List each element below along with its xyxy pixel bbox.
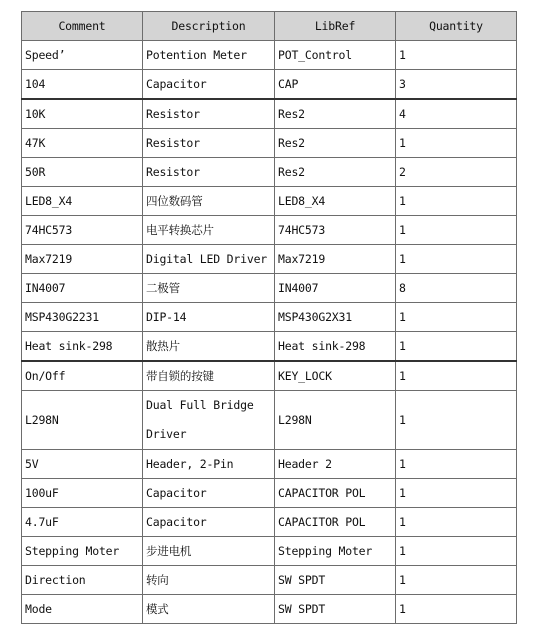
cell-comment: Mode <box>22 595 143 624</box>
cell-libref: KEY_LOCK <box>275 361 396 391</box>
header-row <box>22 12 517 41</box>
table-row <box>22 450 517 479</box>
table-row <box>22 566 517 595</box>
cell-description: Resistor <box>143 129 275 158</box>
cell-comment: Max7219 <box>22 245 143 274</box>
table-row <box>22 508 517 537</box>
cell-libref: SW SPDT <box>275 566 396 595</box>
bom-table <box>21 11 517 624</box>
cell-description: Capacitor <box>143 479 275 508</box>
table-row <box>22 332 517 362</box>
table-row <box>22 595 517 624</box>
cell-comment: 10K <box>22 99 143 129</box>
table-row <box>22 391 517 450</box>
cell-comment: MSP430G2231 <box>22 303 143 332</box>
cell-quantity: 1 <box>396 332 517 362</box>
cell-description: 模式 <box>143 595 275 624</box>
cell-quantity: 1 <box>396 303 517 332</box>
cell-libref: Stepping Moter <box>275 537 396 566</box>
cell-description: Potention Meter <box>143 41 275 70</box>
cell-quantity: 1 <box>396 216 517 245</box>
table-row <box>22 70 517 100</box>
cell-quantity: 1 <box>396 508 517 537</box>
cell-libref: CAP <box>275 70 396 100</box>
cell-quantity: 1 <box>396 41 517 70</box>
cell-quantity: 1 <box>396 450 517 479</box>
cell-quantity: 1 <box>396 566 517 595</box>
cell-description: 散热片 <box>143 332 275 362</box>
cell-comment: IN4007 <box>22 274 143 303</box>
cell-description: Resistor <box>143 99 275 129</box>
cell-libref: Res2 <box>275 129 396 158</box>
cell-libref: Heat sink-298 <box>275 332 396 362</box>
cell-description: Resistor <box>143 158 275 187</box>
cell-libref: Header 2 <box>275 450 396 479</box>
cell-comment: 4.7uF <box>22 508 143 537</box>
cell-description: 步进电机 <box>143 537 275 566</box>
cell-libref: IN4007 <box>275 274 396 303</box>
cell-quantity: 2 <box>396 158 517 187</box>
cell-libref: POT_Control <box>275 41 396 70</box>
cell-quantity: 1 <box>396 361 517 391</box>
cell-quantity: 1 <box>396 537 517 566</box>
cell-comment: 47K <box>22 129 143 158</box>
cell-comment: 74HC573 <box>22 216 143 245</box>
cell-comment: 50R <box>22 158 143 187</box>
cell-libref: CAPACITOR POL <box>275 479 396 508</box>
cell-libref: 74HC573 <box>275 216 396 245</box>
table-row <box>22 479 517 508</box>
cell-libref: CAPACITOR POL <box>275 508 396 537</box>
table-row <box>22 158 517 187</box>
cell-comment: 100uF <box>22 479 143 508</box>
table-row <box>22 99 517 129</box>
cell-comment: 104 <box>22 70 143 100</box>
cell-description: 带自锁的按键 <box>143 361 275 391</box>
cell-comment: Direction <box>22 566 143 595</box>
cell-quantity: 1 <box>396 245 517 274</box>
table-row <box>22 41 517 70</box>
cell-description: Digital LED Driver <box>143 245 275 274</box>
cell-comment: Stepping Moter <box>22 537 143 566</box>
cell-quantity: 4 <box>396 99 517 129</box>
cell-libref: Res2 <box>275 99 396 129</box>
header-libref: LibRef <box>275 12 396 41</box>
cell-libref: LED8_X4 <box>275 187 396 216</box>
table-row <box>22 216 517 245</box>
cell-libref: L298N <box>275 391 396 450</box>
header-quantity: Quantity <box>396 12 517 41</box>
cell-quantity: 3 <box>396 70 517 100</box>
table-row <box>22 245 517 274</box>
cell-comment: L298N <box>22 391 143 450</box>
cell-libref: MSP430G2X31 <box>275 303 396 332</box>
cell-quantity: 1 <box>396 595 517 624</box>
cell-quantity: 1 <box>396 187 517 216</box>
header-description: Description <box>143 12 275 41</box>
cell-libref: Res2 <box>275 158 396 187</box>
table-row <box>22 303 517 332</box>
cell-description: 二极管 <box>143 274 275 303</box>
cell-description: 四位数码管 <box>143 187 275 216</box>
table-row <box>22 129 517 158</box>
cell-quantity: 8 <box>396 274 517 303</box>
cell-description: 电平转换芯片 <box>143 216 275 245</box>
cell-description: 转向 <box>143 566 275 595</box>
cell-description: Capacitor <box>143 70 275 100</box>
cell-description: DIP-14 <box>143 303 275 332</box>
cell-comment: LED8_X4 <box>22 187 143 216</box>
header-comment: Comment <box>22 12 143 41</box>
table-row <box>22 274 517 303</box>
cell-comment: 5V <box>22 450 143 479</box>
cell-libref: Max7219 <box>275 245 396 274</box>
cell-description: Capacitor <box>143 508 275 537</box>
cell-quantity: 1 <box>396 391 517 450</box>
cell-description: Header, 2-Pin <box>143 450 275 479</box>
cell-description: Dual Full Bridge Driver <box>143 391 275 450</box>
cell-quantity: 1 <box>396 479 517 508</box>
table-row <box>22 187 517 216</box>
cell-comment: Speed’ <box>22 41 143 70</box>
cell-comment: On/Off <box>22 361 143 391</box>
table-row <box>22 361 517 391</box>
table-row <box>22 537 517 566</box>
cell-libref: SW SPDT <box>275 595 396 624</box>
cell-comment: Heat sink-298 <box>22 332 143 362</box>
cell-quantity: 1 <box>396 129 517 158</box>
